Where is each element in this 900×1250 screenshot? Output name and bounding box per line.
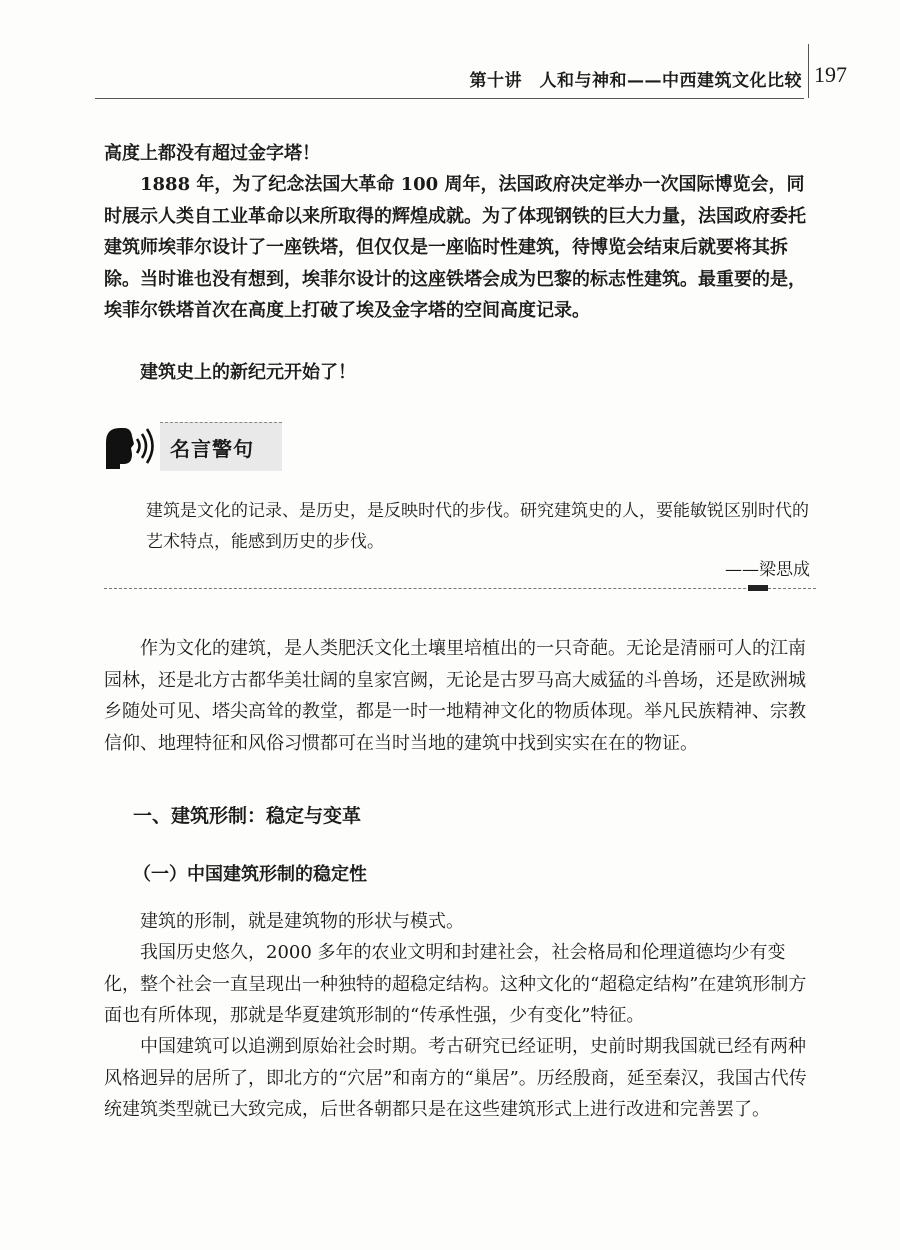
speaker-icon: [104, 424, 154, 470]
quote-author: ——梁思成: [725, 560, 810, 580]
section-heading: 一、建筑形制：稳定与变革: [133, 805, 362, 827]
header-divider: [808, 44, 809, 98]
quote-box-title: 名言警句: [170, 437, 254, 461]
paragraph-1888: 1888 年，为了纪念法国大革命 100 周年，法国政府决定举办一次国际博览会，同时展示人类自工业革命以来所取得的辉煌成就。为了体现钢铁的巨大力量，法国政府委托建筑师埃菲尔设计了一座铁塔，但仅仅是一座临时性建筑，待博览会结束后就要将其拆除。当时谁也没有想到，埃菲尔设计的这座铁塔会成为巴黎的标志性建筑。最重要的是，埃菲尔铁塔首次在高度上打破了埃及金字塔的空间高度记录。: [104, 174, 806, 321]
running-header-title: 第十讲 人和与神和——中西建筑文化比较: [469, 71, 802, 91]
quote-box: [104, 412, 816, 600]
continued-paragraph: 高度上都没有超过金字塔！: [104, 143, 320, 164]
paragraph-history: 我国历史悠久，2000 多年的农业文明和封建社会，社会格局和伦理道德均少有变化，整个社会一直呈现出一种独特的超稳定结构。这种文化的“超稳定结构”在建筑形制方面也有所体现，那就是华夏建筑形制的“传承性强，少有变化”特征。: [104, 942, 807, 1026]
header-rule: [95, 98, 804, 99]
intro-paragraph: 作为文化的建筑，是人类肥沃文化土壤里培植出的一只奇葩。无论是清丽可人的江南园林，还是北方古都华美壮阔的皇家宫阙，无论是古罗马高大威猛的斗兽场，还是欧洲城乡随处可见、塔尖高耸的教堂，都是一时一地精神文化的物质体现。举凡民族精神、宗教信仰、地理特征和风俗习惯都可在当时当地的建筑中找到实实在在的物证。: [104, 638, 806, 754]
paragraph-new-era: 建筑史上的新纪元开始了！: [140, 362, 356, 383]
paragraph-definition: 建筑的形制，就是建筑物的形状与模式。: [140, 911, 464, 932]
quote-title-panel: [160, 422, 282, 471]
page-number: 197: [814, 62, 847, 87]
paragraph-origin: 中国建筑可以追溯到原始社会时期。考古研究已经证明，史前时期我国就已经有两种风格迥异的居所了，即北方的“穴居”和南方的“巢居”。历经殷商，延至秦汉，我国古代传统建筑类型就已大致完成，后世各朝都只是在这些建筑形式上进行改进和完善罢了。: [104, 1036, 807, 1120]
quote-box-marker: [748, 585, 768, 591]
quote-box-rule: [104, 588, 816, 589]
quote-text: 建筑是文化的记录、是历史，是反映时代的步伐。研究建筑史的人，要能敏锐区别时代的艺术特点，能感到历史的步伐。: [146, 501, 809, 552]
subsection-heading: （一）中国建筑形制的稳定性: [133, 864, 367, 885]
